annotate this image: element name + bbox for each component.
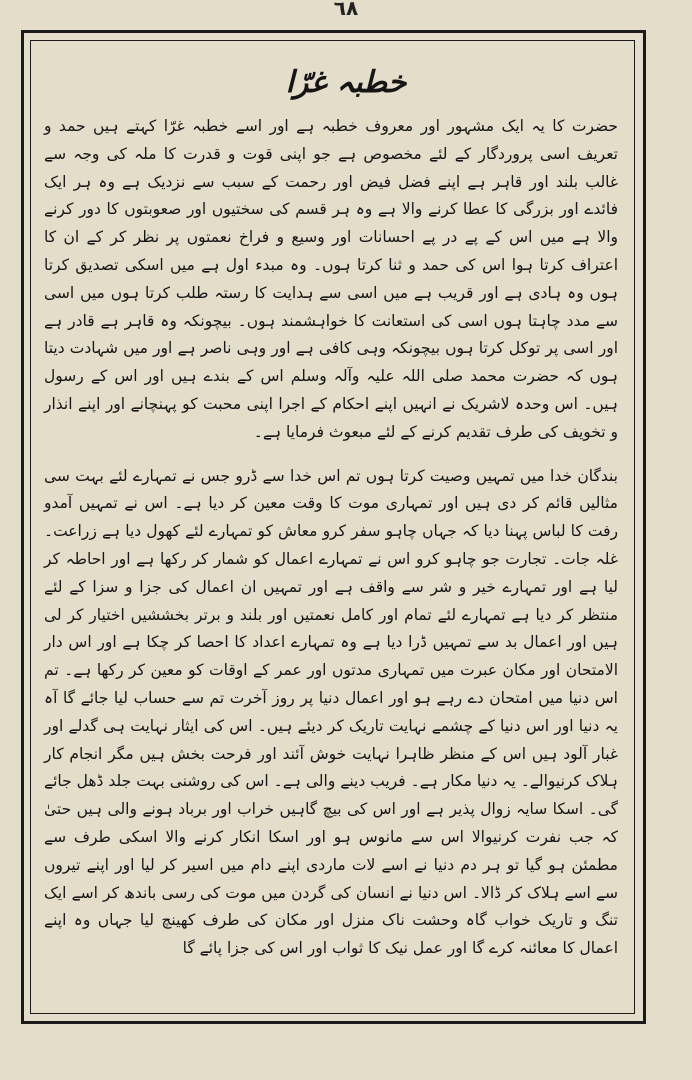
- title-container: [0, 58, 692, 108]
- sermon-title: خطبہ غرّا: [285, 65, 407, 100]
- paragraph-2: بندگان خدا میں تمہیں وصیت کرتا ہوں تم اس خدا سے ڈرو جس نے تمہارے لئے بہت سی مثالیں قائم کر دی ہیں اور تمہاری موت کا وقت معین کر دیا ہے۔ اس نے تمہیں آمدو رفت کا لباس پہنا دیا کہ جہاں چاہو سفر کرو معاش کو تمہارے لئے کھول دیا ہے زراعت۔ غلہ جات۔ تجارت جو چاہو کرو اس نے تمہارے اعمال کو شمار کر رکھا ہے اور احاطہ کر لیا ہے اور تمہارے خیر و شر سے واقف ہے اور تمہیں ان اعمال کی جزا و سزا کے لئے منتظر کر دیا ہے تمہارے لئے تمام اور کامل نعمتیں اور بلند و برتر بخششیں اختیار کر لی ہیں اور اعمال بد سے تمہیں ڈرا دیا ہے وہ تمہارے اعداد کا احصا کر چکا ہے اور اس دار الامتحان اور مکان عبرت میں تمہاری مدتوں اور عمر کے اوقات کو معین کر رکھا ہے۔ تم اس دنیا میں امتحان دے رہے ہو اور اعمال دنیا پر روز آخرت تم سے حساب لیا جائے گا آہ یہ دنیا اور اس دنیا کے چشمے نہایت تاریک کر دیئے ہیں۔ اس کی ایثار نہایت ہی گدلے اور غبار آلود ہیں اس کے منظر ظاہرا نہایت خوش آئند اور فرحت بخش ہیں مگر انجام کار ہلاک کرنیوالے۔ یہ دنیا مکار ہے۔ فریب دینے والی ہے۔ اس کی روشنی بہت جلد ڈھل جائے گی۔ اسکا سایہ زوال پذیر ہے اور اس کی بیچ گاہیں خراب اور برباد ہونے والی ہیں حتیٰ کہ جب نفرت کرنیوالا اس سے مانوس ہو اور اسکا انکار کرنے والا اسکی طرف سے مطمئن ہو گیا تو ہر دم دنیا نے اسے لات ماردی اپنے دام میں اسیر کر لیا اور اپنے تیروں سے اسے ہلاک کر ڈالا۔ اس دنیا نے انسان کی گردن میں موت کی رسی باندھ کر اسے ایک تنگ و تاریک خواب گاہ وحشت ناک منزل اور مکان کی طرف کھینچ لیا جہاں وہ اپنے اعمال کا معائنہ کرے گا اور عمل نیک کا ثواب اور اس کی جزا پائے گا: [44, 466, 618, 958]
- page-number: ٦٨: [333, 0, 359, 20]
- paragraph-1: حضرت کا یہ ایک مشہور اور معروف خطبہ ہے اور اسے خطبہ غرّا کہتے ہیں حمد و تعریف اسی پروردگار کے لئے مخصوص ہے جو اپنی قوت و قدرت کا ملہ کی وجہ سے غالب بلند اور قاہر ہے اپنے فضل فیض اور رحمت کے سبب سے نزدیک ہے وہ ہر ایک فائدے اور بزرگی کا عطا کرنے والا ہے وہ ہر قسم کی سختیوں اور صعوبتوں کا دور کرنے والا ہے میں اس کے پے در پے احسانات اور وسیع و فراخ نعمتوں پر نظر کر کے ان کا اعتراف کرتا ہوا اس کی حمد و ثنا کرتا ہوں۔ وہ مبدء اول ہے میں اسکی تصدیق کرتا ہوں وہ ہادی ہے اور قریب ہے میں اسی سے ہدایت کا رستہ طلب کرتا ہوں میں اسی سے مدد چاہتا ہوں اسی کی استعانت کا خواہشمند ہوں۔ بیچونکہ وہ قاہر ہے قادر ہے اور اسی پر توکل کرتا ہوں بیچونکہ وہی کافی ہے اور وہی ناصر ہے اور میں شہادت دیتا ہوں کہ حضرت محمد صلی اللہ علیہ وآلہ وسلم اس کے بندے ہیں اور اس کے رسول ہیں۔ اس وحدہ لاشریک نے انہیں اپنے احکام کے اجرا اپنی محبت کو پہنچانے اور اپنے انذار و تخویف کی طرف تقدیم کرنے کے لئے مبعوث فرمایا ہے۔: [44, 117, 618, 441]
- sermon-body: [44, 113, 618, 963]
